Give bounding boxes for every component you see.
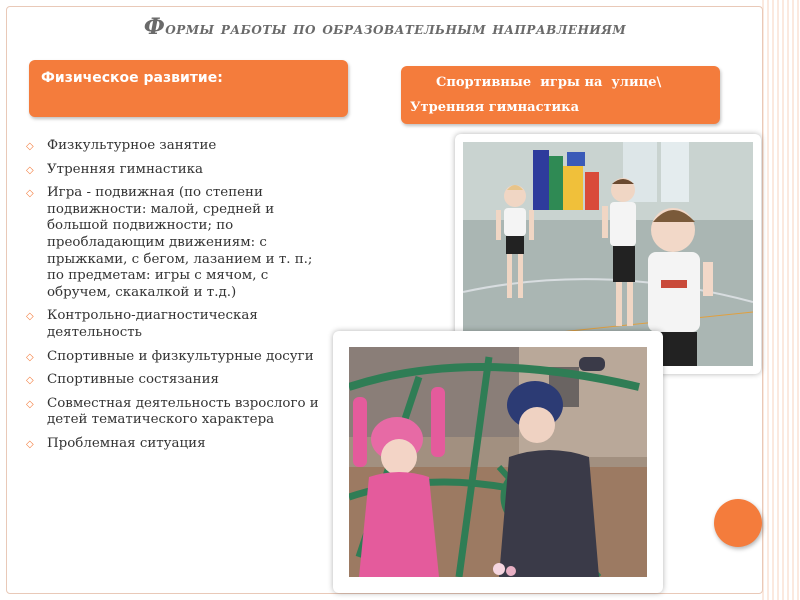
list-item: ◇ Совместная деятельность взрослого и детей тематического характера [26, 395, 319, 428]
diamond-outline-icon: ◇ [26, 164, 34, 176]
diamond-outline-icon: ◇ [26, 188, 34, 200]
list-item: ◇ Спортивные и физкультурные досуги [26, 349, 331, 366]
decorative-orange-circle [714, 499, 762, 547]
slide-title: Формы работы по образовательным направлениям [143, 14, 627, 40]
diamond-outline-icon: ◇ [26, 438, 34, 450]
list-item: ◇ Утренняя гимнастика [26, 162, 331, 179]
morning-exercise-label: Утренняя гимнастика [410, 100, 579, 115]
list-item: ◇ Спортивные состязания [26, 372, 331, 389]
list-item: ◇ Контрольно-диагностическая деятельность [26, 308, 258, 340]
list-item: ◇ Игра - подвижная (по степени подвижности: малой, средней и большой подвижности; по преобладающим движениям: с прыжками, с бегом, лазанием и т. п.; по предметам: игры с мячом, с обручем, скакалкой и т.д.) [26, 185, 313, 300]
diamond-outline-icon: ◇ [26, 141, 34, 152]
list-item: ◇ Физкультурное занятие [26, 138, 331, 155]
outdoor-play-photo [333, 331, 663, 593]
outdoor-games-badge [401, 66, 720, 124]
physical-development-label: Физическое развитие: [41, 70, 223, 86]
decorative-stripes [762, 0, 800, 600]
work-forms-list [26, 138, 331, 460]
outdoor-games-label: Спортивные игры на улице\ [436, 75, 662, 90]
diamond-outline-icon: ◇ [26, 398, 34, 410]
diamond-outline-icon: ◇ [26, 351, 34, 363]
physical-development-badge [29, 60, 348, 117]
list-item: ◇ Проблемная ситуация [26, 436, 331, 453]
diamond-outline-icon: ◇ [26, 375, 34, 387]
diamond-outline-icon: ◇ [26, 311, 34, 323]
outdoor-play-illustration [349, 347, 647, 577]
